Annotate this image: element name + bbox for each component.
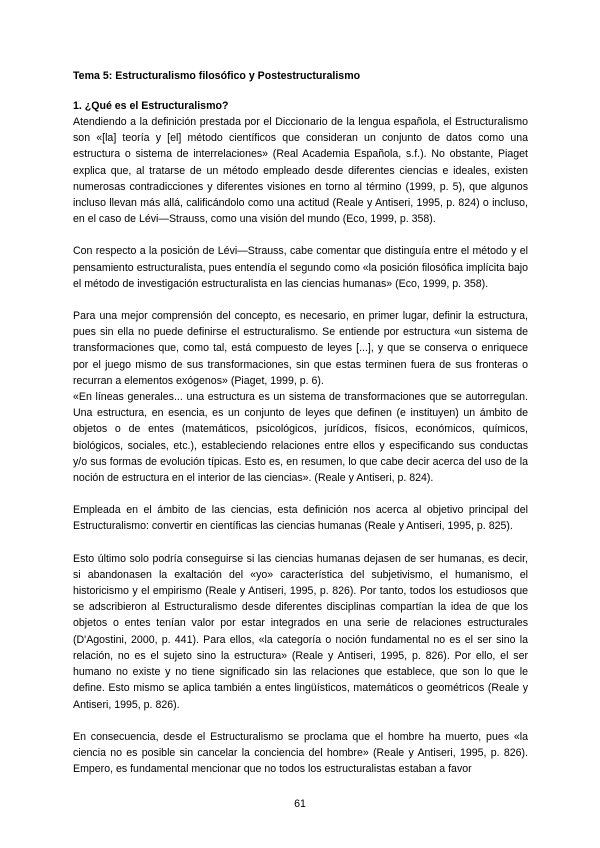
section-heading: 1. ¿Qué es el Estructuralismo? [73,100,229,112]
paragraph-structure: Para una mejor comprensión del concepto, es necesario, en primer lugar, definir la estructura, pues sin ella no puede definirse el estructuralismo. Se entiende por estructura «un sistema de transformaciones que, como tal, está compuesto de leyes [...], y que se conserva o enriquece por el juego mismo de sus transformaciones, sin que estas terminen fuera de sus fronteras o recurran a elementos exógenos» (Piaget, 1999, p. 6). [73,310,528,387]
paragraph-definition: Atendiendo a la definición prestada por el Diccionario de la lengua española, el Estructuralismo son «[la] teoría y [el] método científicos que consideran un conjunto de datos como una estructura o sistema de interrelaciones» (Real Academia Española, s.f.). No obstante, Piaget explica que, al tratarse de un método empleado desde diferentes ciencias e ideales, existen numerosas contradicciones y diferentes visiones en torno al término (1999, p. 5), que algunos incluso llevan más allá, calificándolo como una actitud (Reale y Antiseri, 1995, p. 824) o incluso, en el caso de Lévi—Strauss, como una visión del mundo (Eco, 1999, p. 358). [73,116,528,226]
paragraph-quote: «En líneas generales... una estructura es un sistema de transformaciones que se autorregulan. Una estructura, en esencia, es un conjunto de leyes que definen (e instituyen) un ámbito de objetos o de entes (matemáticos, psicológicos, jurídicos, físicos, económicos, químicos, biológicos, sociales, etc.), estableciendo relaciones entre ellos y especificando sus conductas y/o sus formas de evolución típicas. Esto es, en resumen, lo que cabe decir acerca del uso de la noción de estructura en el interior de las ciencias». (Reale y Antiseri, p. 824). [73,391,528,485]
paragraph-objective: Empleada en el ámbito de las ciencias, esta definición nos acerca al objetivo principal del Estructuralismo: convertir en científicas las ciencias humanas (Reale y Antiseri, 1995, p. 825). [73,504,528,533]
paragraph-consequence: En consecuencia, desde el Estructuralismo se proclama que el hombre ha muerto, pues «la ciencia no es posible sin cancelar la conciencia del hombre» (Reale y Antiseri, 1995, p. 826). Empero, es fundamental mencionar que no todos los estructuralistas estaban a favor [73,730,528,776]
page-title: Tema 5: Estructuralismo filosófico y Postestructuralismo [73,70,361,82]
paragraph-levi-strauss: Con respecto a la posición de Lévi—Strauss, cabe comentar que distinguía entre el método y el pensamiento estructuralista, pues entendía el segundo como «la posición filosófica implícita bajo el método de investigación estructuralista en las ciencias humanas» (Eco, 1999, p. 358). [73,245,528,290]
paragraph-relations: Esto último solo podría conseguirse si las ciencias humanas dejasen de ser humanas, es decir, si abandonasen la exaltación del «yo» característica del subjetivismo, el humanismo, el historicismo y el empirismo (Reale y Antiseri, 1995, p. 826). Por tanto, todos los estudiosos que se adscribieron al Estructuralismo desde diferentes disciplinas compartían la idea de que los objetos o entes tenían valor por estar integrados en una serie de relaciones estructurales (D'Agostini, 2000, p. 441). Para ellos, «la categoría o noción fundamental no es el ser sino la relación, no es el sujeto sino la estructura» (Reale y Antiseri, 1995, p. 826). Por ello, el ser humano no existe y no tiene significado sin las relaciones que establece, que son lo que le define. Esto mismo se aplica también a entes lingüísticos, matemáticos o geométricos (Reale y Antiseri, 1995, p. 826). [73,552,528,711]
page-number: 61 [294,798,306,810]
page-content [73,68,528,777]
